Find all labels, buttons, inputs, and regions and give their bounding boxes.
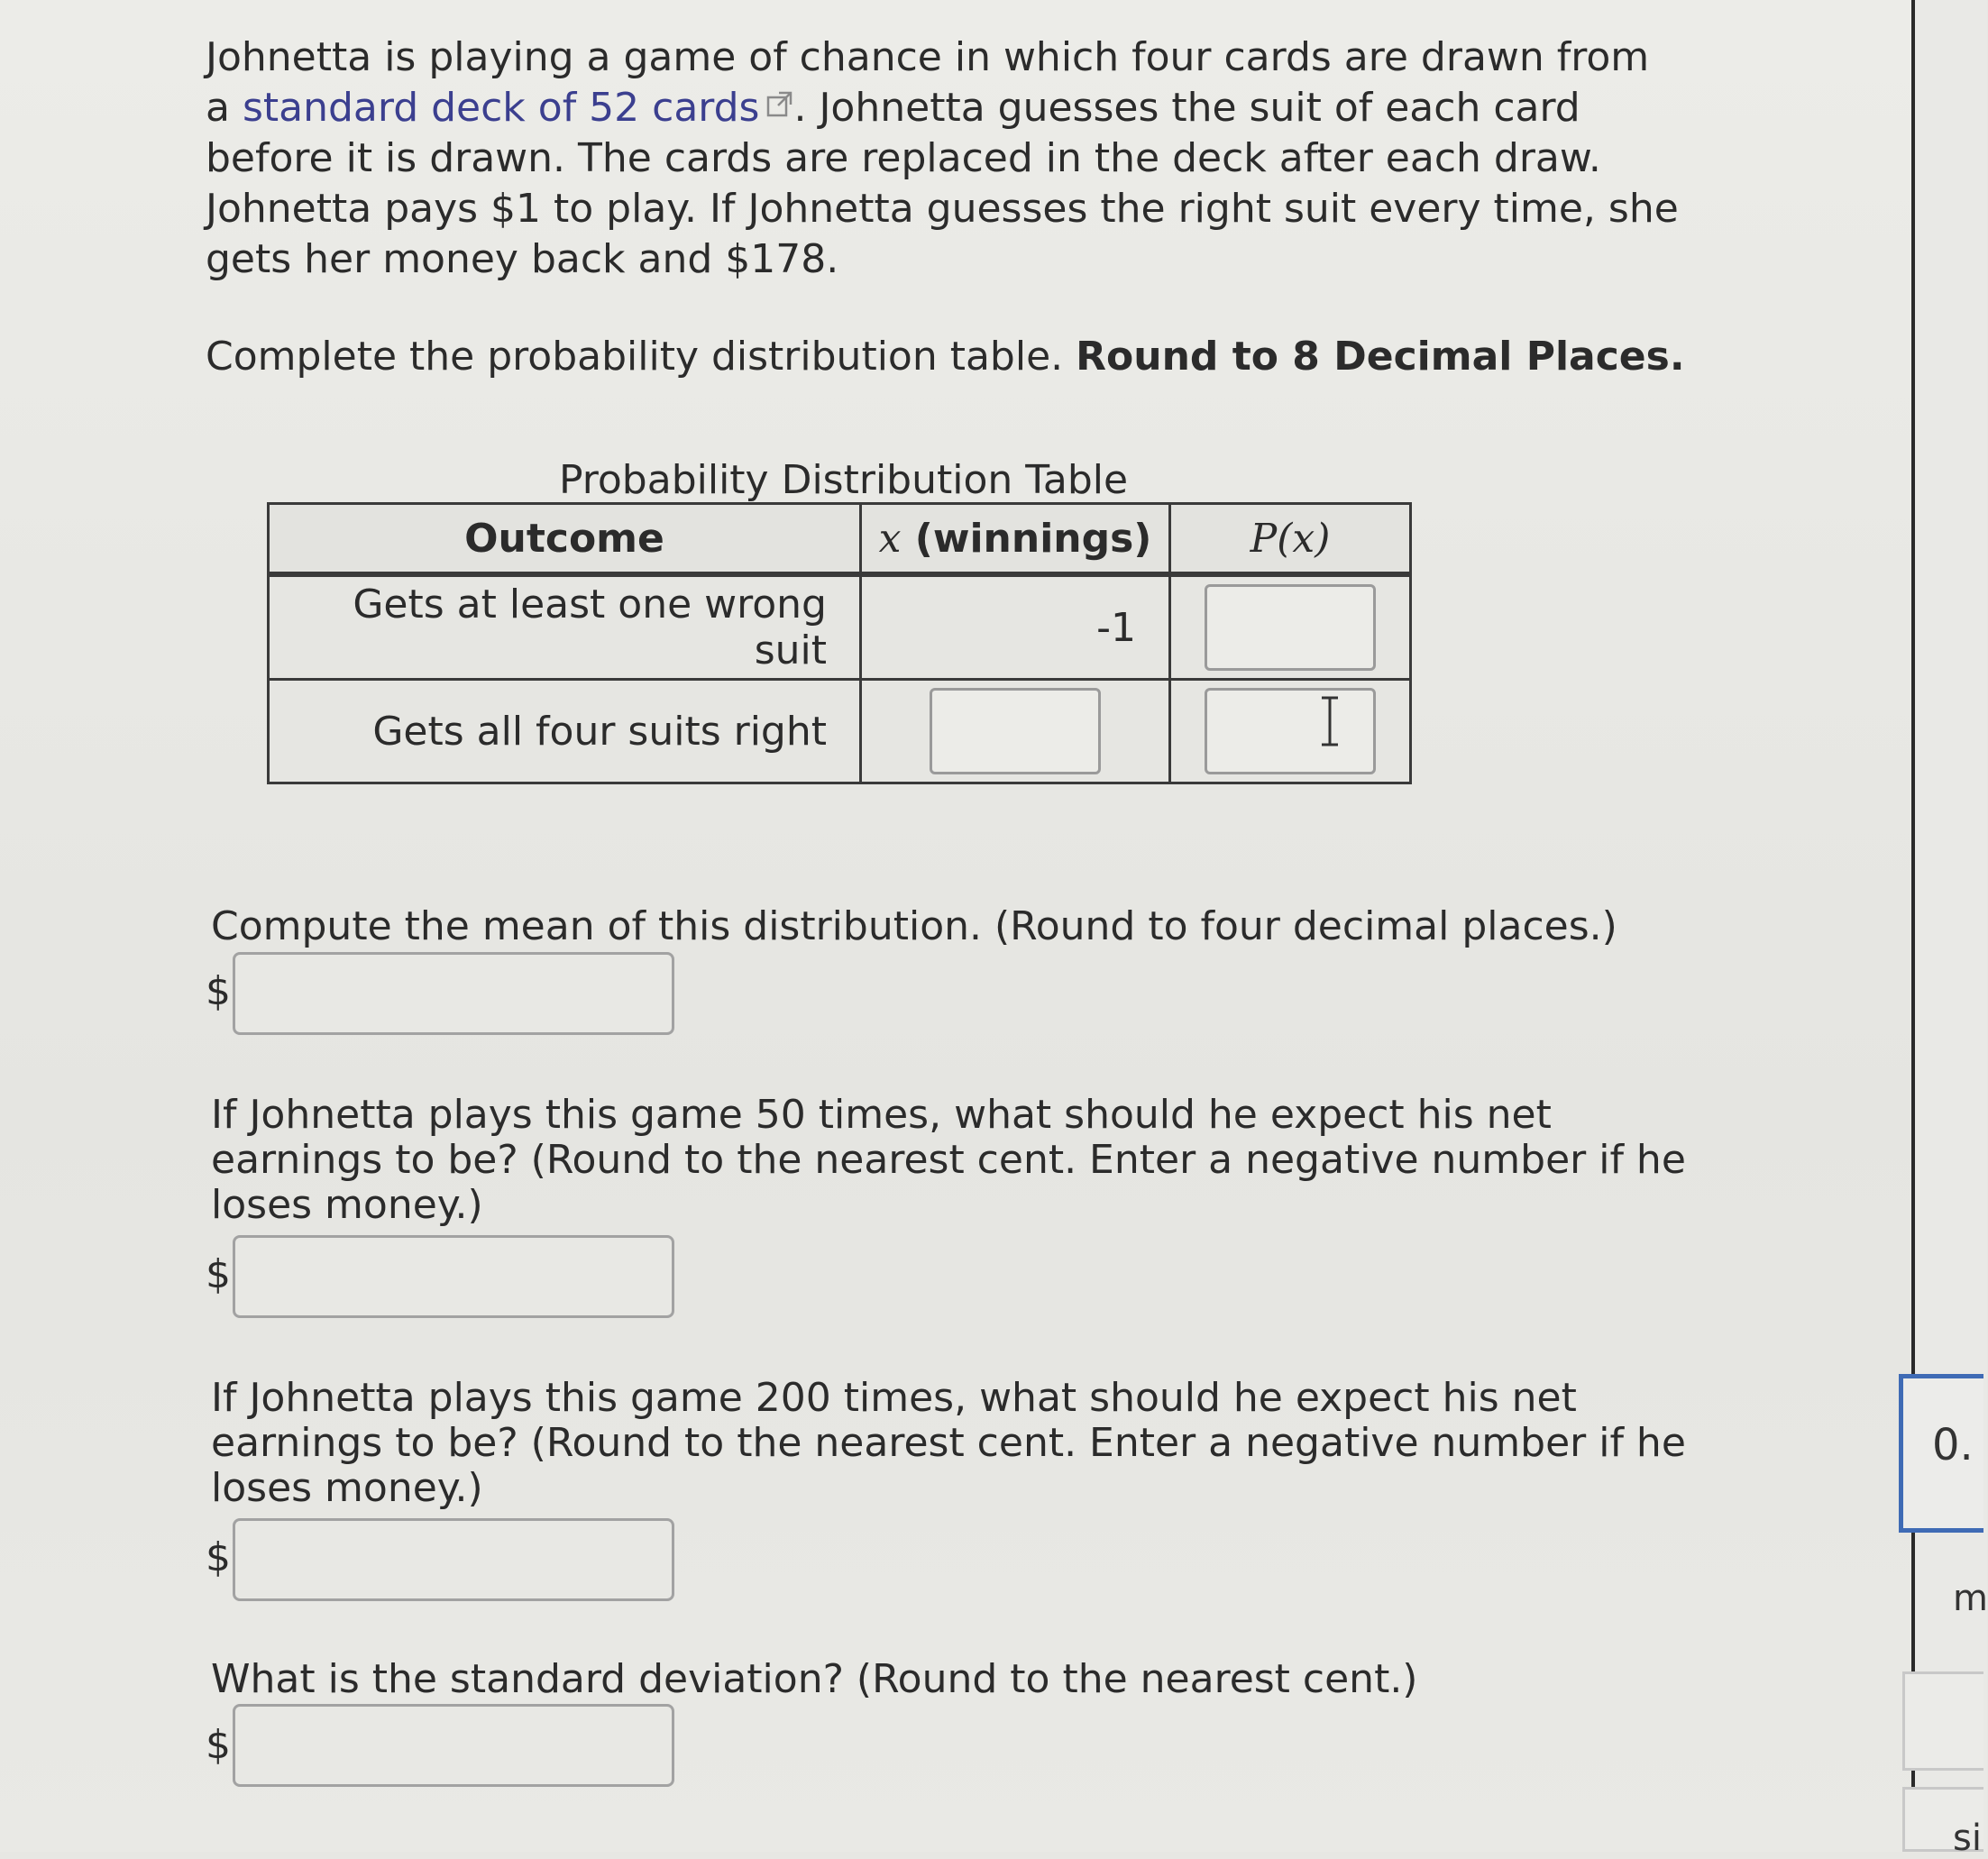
side-answer-box[interactable]: 0.: [1899, 1374, 1983, 1533]
header-winnings: [861, 504, 1170, 575]
table-row: [269, 680, 1411, 783]
header-outcome: Outcome: [269, 504, 861, 575]
table-row: [269, 574, 1411, 680]
std-dev-input[interactable]: [233, 1704, 674, 1787]
side-panel: [1911, 0, 1987, 1852]
problem-intro-end: . Johnetta guesses the suit of each card before it is drawn. The cards are replaced in the deck after each draw. Johnetta pays $1 to play. If Johnetta guesses the right suit every time, she gets her money back and $178.: [206, 85, 1679, 282]
deck-link[interactable]: [243, 85, 794, 131]
instruction-rounding: Round to 8 Decimal Places.: [1076, 334, 1685, 380]
external-link-icon[interactable]: [766, 90, 793, 117]
winnings-cell: [861, 680, 1170, 783]
mean-input[interactable]: [233, 952, 674, 1035]
earnings-50-input[interactable]: [233, 1235, 674, 1318]
header-probability: [1170, 504, 1411, 575]
mean-question: Compute the mean of this distribution. (Round to four decimal places.): [211, 903, 1617, 949]
instructions: [206, 332, 1738, 382]
probability-distribution-table: [267, 502, 1412, 784]
outcome-cell: Gets all four suits right: [269, 680, 861, 783]
winnings-cell: -1: [861, 574, 1170, 680]
side-text-2: si: [1953, 1818, 1982, 1859]
std-dev-dollar-sign: $: [206, 1722, 231, 1768]
earnings-50-dollar-sign: $: [206, 1251, 231, 1297]
header-x-label: (winnings): [914, 515, 1152, 562]
mean-dollar-sign: $: [206, 968, 231, 1014]
instruction-text: Complete the probability distribution table.: [206, 334, 1064, 380]
probability-cell: [1170, 680, 1411, 783]
std-dev-question: What is the standard deviation? (Round to the nearest cent.): [211, 1656, 1418, 1702]
earnings-50-question: If Johnetta plays this game 50 times, what should he expect his net earnings to be? (Round to the nearest cent. Enter a negative number if he loses money.): [211, 1092, 1686, 1228]
earnings-200-question: If Johnetta plays this game 200 times, what should he expect his net earnings to be? (Round to the nearest cent. Enter a negative number if he loses money.): [211, 1375, 1686, 1511]
problem-statement: [206, 32, 1684, 285]
header-x-symbol: x: [878, 515, 902, 562]
probability-input-2[interactable]: [1205, 688, 1376, 774]
probability-cell: [1170, 574, 1411, 680]
winnings-input-2[interactable]: [930, 688, 1101, 774]
header-p-label: P(x): [1250, 515, 1331, 562]
side-text-1: m: [1953, 1578, 1988, 1619]
earnings-200-dollar-sign: $: [206, 1534, 231, 1580]
outcome-cell: Gets at least one wrong suit: [269, 574, 861, 680]
probability-input-1[interactable]: [1205, 584, 1376, 671]
table-header-row: [269, 504, 1411, 575]
earnings-200-input[interactable]: [233, 1518, 674, 1601]
text-cursor-icon: [1316, 694, 1343, 748]
problem-intro-start: Johnetta is playing a game of chance in which four cards are drawn from a: [206, 34, 1650, 131]
side-button[interactable]: [1902, 1671, 1983, 1771]
table-caption: Probability Distribution Table: [559, 457, 1129, 503]
deck-link-text[interactable]: standard deck of 52 cards: [242, 85, 760, 131]
